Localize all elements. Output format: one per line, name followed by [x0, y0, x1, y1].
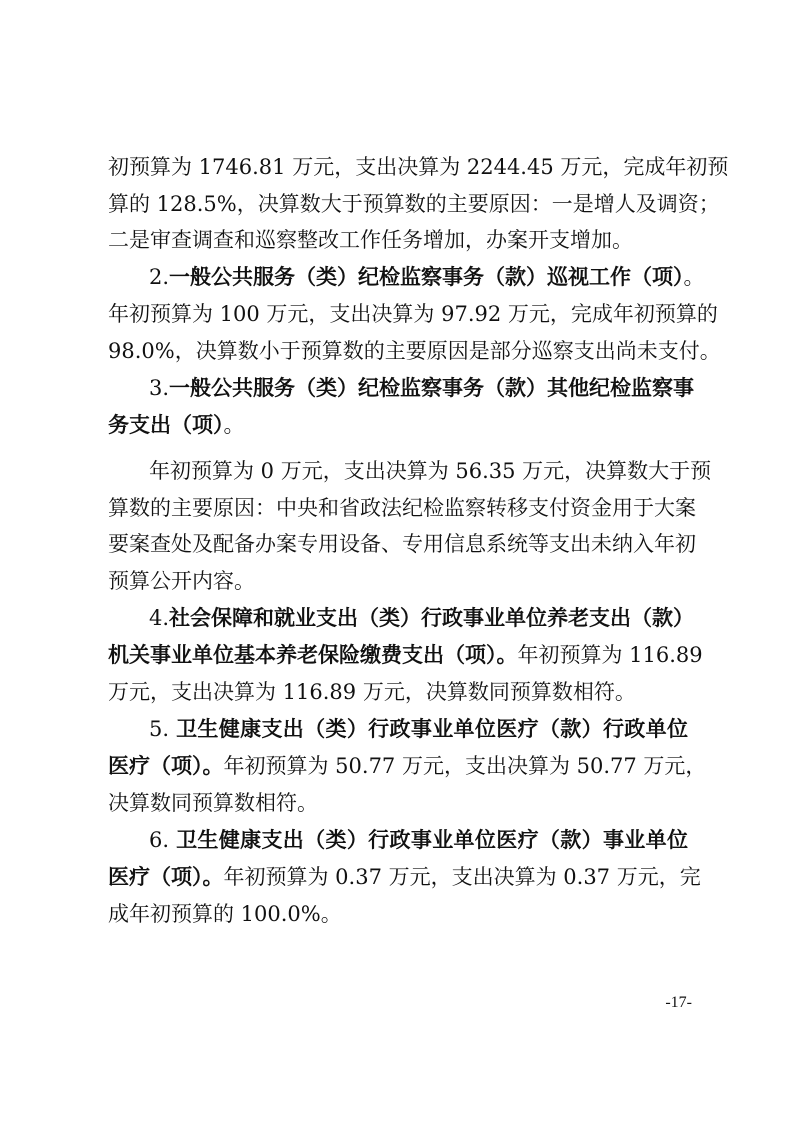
text-line: 万元，支出决算为 116.89 万元，决算数同预算数相符。 — [108, 680, 636, 704]
text-line: 成年初预算的 100.0%。 — [108, 902, 342, 926]
section-heading-5: 5. 卫生健康支出（类）行政事业单位医疗（款）行政单位 — [149, 716, 688, 741]
text-line: 98.0%，决算数小于预算数的主要原因是部分巡察支出尚未支付。 — [108, 339, 721, 363]
text-line: 年初预算为 0 万元，支出决算为 56.35 万元，决算数大于预 — [149, 459, 712, 483]
section-heading-4: 4.社会保障和就业支出（类）行政事业单位养老支出（款） — [149, 605, 695, 630]
text-line: 预算公开内容。 — [108, 569, 255, 593]
section-heading-3-cont: 务支出（项）。 — [108, 412, 245, 437]
section-heading-3: 3.一般公共服务（类）纪检监察事务（款）其他纪检监察事 — [149, 375, 695, 400]
text-line: 算数的主要原因：中央和省政法纪检监察转移支付资金用于大案 — [108, 496, 696, 520]
text-line: 医疗（项）。年初预算为 0.37 万元，支出决算为 0.37 万元，完 — [108, 864, 701, 889]
section-heading-6: 6. 卫生健康支出（类）行政事业单位医疗（款）事业单位 — [149, 827, 688, 852]
text-line: 机关事业单位基本养老保险缴费支出（项）。年初预算为 116.89 — [108, 642, 703, 667]
text-line: 医疗（项）。年初预算为 50.77 万元，支出决算为 50.77 万元， — [108, 753, 707, 778]
section-heading-2: 2.一般公共服务（类）纪检监察事务（款）巡视工作（项）。 — [149, 264, 705, 289]
text-line: 年初预算为 100 万元，支出决算为 97.92 万元，完成年初预算的 — [108, 302, 718, 326]
text-line: 算的 128.5%，决算数大于预算数的主要原因：一是增人及调资； — [108, 192, 720, 216]
text-line: 初预算为 1746.81 万元，支出决算为 2244.45 万元，完成年初预 — [108, 155, 729, 179]
text-line: 决算数同预算数相符。 — [108, 791, 318, 815]
text-line: 二是审查调查和巡察整改工作任务增加，办案开支增加。 — [108, 228, 633, 252]
text-line: 要案查处及配备办案专用设备、专用信息系统等支出未纳入年初 — [108, 532, 696, 556]
page-number: -17- — [665, 994, 692, 1011]
